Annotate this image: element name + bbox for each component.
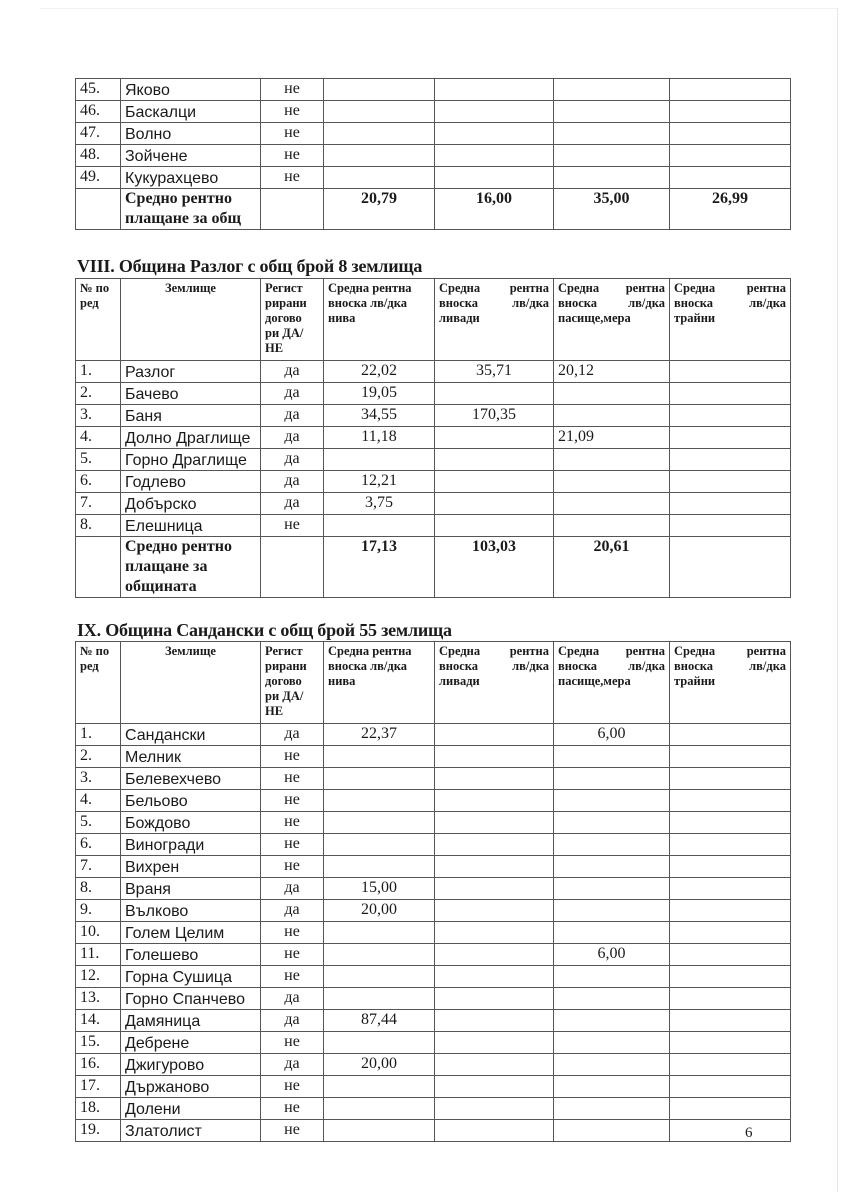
livadi-value [435, 966, 554, 988]
niva-value [324, 812, 435, 834]
niva-value [324, 1120, 435, 1142]
zemlishte-name: Белевехчево [121, 768, 261, 790]
livadi-value [435, 449, 554, 471]
niva-value [324, 1076, 435, 1098]
row-number: 3. [76, 768, 121, 790]
total-pasishte: 20,61 [554, 537, 670, 598]
pasishte-value [554, 123, 670, 145]
registered-flag: не [261, 1032, 324, 1054]
table-row [76, 79, 791, 101]
zemlishte-name: Виногради [121, 834, 261, 856]
zemlishte-name: Горна Сушица [121, 966, 261, 988]
header-reg: Регист рирани догово ри ДА/ НЕ [261, 642, 324, 724]
livadi-value [435, 812, 554, 834]
registered-flag: да [261, 724, 324, 746]
niva-value [324, 746, 435, 768]
table-header-row [76, 642, 791, 724]
niva-value [324, 988, 435, 1010]
traini-value [670, 724, 791, 746]
table-row [76, 790, 791, 812]
livadi-value [435, 383, 554, 405]
zemlishte-name: Враня [121, 878, 261, 900]
header-no: № по ред [76, 279, 121, 361]
row-number: 18. [76, 1098, 121, 1120]
zemlishte-name: Голем Целим [121, 922, 261, 944]
livadi-value [435, 900, 554, 922]
row-number: 3. [76, 405, 121, 427]
table-row [76, 1120, 791, 1142]
registered-flag: не [261, 145, 324, 167]
total-label: Средно рентно плащане за общ [121, 189, 261, 230]
total-niva: 17,13 [324, 537, 435, 598]
niva-value [324, 449, 435, 471]
pasishte-value [554, 856, 670, 878]
traini-value [670, 812, 791, 834]
traini-value [670, 1098, 791, 1120]
livadi-value [435, 167, 554, 189]
registered-flag: да [261, 878, 324, 900]
livadi-value [435, 1054, 554, 1076]
table-row [76, 988, 791, 1010]
row-number: 6. [76, 834, 121, 856]
table-row [76, 878, 791, 900]
niva-value [324, 834, 435, 856]
pasishte-value [554, 988, 670, 1010]
table-row [76, 145, 791, 167]
pasishte-value [554, 768, 670, 790]
zemlishte-name: Златолист [121, 1120, 261, 1142]
pasishte-value [554, 878, 670, 900]
livadi-value [435, 427, 554, 449]
zemlishte-name: Годлево [121, 471, 261, 493]
traini-value [670, 834, 791, 856]
traini-value [670, 878, 791, 900]
pasishte-value: 21,09 [554, 427, 670, 449]
zemlishte-name: Бождово [121, 812, 261, 834]
table-row [76, 922, 791, 944]
registered-flag: не [261, 1076, 324, 1098]
traini-value [670, 1076, 791, 1098]
table-row [76, 724, 791, 746]
traini-value [670, 1032, 791, 1054]
row-number: 14. [76, 1010, 121, 1032]
row-number: 48. [76, 145, 121, 167]
niva-value [324, 145, 435, 167]
row-number: 49. [76, 167, 121, 189]
zemlishte-name: Добърско [121, 493, 261, 515]
registered-flag: не [261, 944, 324, 966]
row-number: 47. [76, 123, 121, 145]
pasishte-value [554, 900, 670, 922]
total-traini [670, 537, 791, 598]
zemlishte-name: Дамяница [121, 1010, 261, 1032]
registered-flag: не [261, 834, 324, 856]
niva-value [324, 1098, 435, 1120]
traini-value [670, 746, 791, 768]
livadi-value [435, 988, 554, 1010]
zemlishte-name: Елешница [121, 515, 261, 537]
table-row [76, 383, 791, 405]
registered-flag: не [261, 790, 324, 812]
table-row [76, 1054, 791, 1076]
zemlishte-name: Яково [121, 79, 261, 101]
traini-value [670, 768, 791, 790]
header-no: № по ред [76, 642, 121, 724]
continued-table [75, 78, 791, 230]
table-row [76, 427, 791, 449]
pasishte-value [554, 101, 670, 123]
zemlishte-name: Бельово [121, 790, 261, 812]
niva-value [324, 101, 435, 123]
zemlishte-name: Зойчене [121, 145, 261, 167]
row-number: 45. [76, 79, 121, 101]
traini-value [670, 515, 791, 537]
traini-value [670, 944, 791, 966]
table-row [76, 471, 791, 493]
livadi-value [435, 123, 554, 145]
traini-value [670, 383, 791, 405]
row-number: 46. [76, 101, 121, 123]
zemlishte-name: Горно Драглище [121, 449, 261, 471]
livadi-value [435, 768, 554, 790]
pasishte-value [554, 167, 670, 189]
pasishte-value [554, 493, 670, 515]
niva-value: 22,02 [324, 361, 435, 383]
livadi-value [435, 79, 554, 101]
niva-value: 34,55 [324, 405, 435, 427]
zemlishte-name: Волно [121, 123, 261, 145]
livadi-value [435, 746, 554, 768]
registered-flag: да [261, 1010, 324, 1032]
traini-value [670, 361, 791, 383]
niva-value: 20,00 [324, 900, 435, 922]
table-sandanski [75, 641, 791, 1142]
pasishte-value: 6,00 [554, 944, 670, 966]
table-row [76, 167, 791, 189]
zemlishte-name: Горно Спанчево [121, 988, 261, 1010]
registered-flag: не [261, 966, 324, 988]
niva-value [324, 790, 435, 812]
row-number: 16. [76, 1054, 121, 1076]
pasishte-value [554, 790, 670, 812]
zemlishte-name: Баскалци [121, 101, 261, 123]
niva-value: 12,21 [324, 471, 435, 493]
header-traini: Средна рентна вноска лв/дка трайни [670, 279, 791, 361]
row-number: 1. [76, 724, 121, 746]
registered-flag: да [261, 449, 324, 471]
total-label: Средно рентно плащане за общината [121, 537, 261, 598]
table-row [76, 1076, 791, 1098]
page-top-edge [40, 8, 838, 9]
niva-value [324, 515, 435, 537]
page-number: 6 [745, 1125, 753, 1141]
niva-value [324, 922, 435, 944]
zemlishte-name: Долени [121, 1098, 261, 1120]
row-number: 12. [76, 966, 121, 988]
total-livadi: 16,00 [435, 189, 554, 230]
table-row [76, 746, 791, 768]
total-row [76, 537, 791, 598]
livadi-value [435, 1032, 554, 1054]
traini-value [670, 405, 791, 427]
registered-flag: да [261, 405, 324, 427]
table-row [76, 493, 791, 515]
livadi-value [435, 1120, 554, 1142]
registered-flag: не [261, 123, 324, 145]
row-number: 1. [76, 361, 121, 383]
niva-value: 11,18 [324, 427, 435, 449]
header-reg: Регист рирани догово ри ДА/ НЕ [261, 279, 324, 361]
table-row [76, 768, 791, 790]
pasishte-value [554, 405, 670, 427]
registered-flag: да [261, 471, 324, 493]
traini-value [670, 790, 791, 812]
pasishte-value [554, 1032, 670, 1054]
livadi-value [435, 834, 554, 856]
zemlishte-name: Бачево [121, 383, 261, 405]
niva-value: 20,00 [324, 1054, 435, 1076]
registered-flag: да [261, 1054, 324, 1076]
row-number: 2. [76, 746, 121, 768]
table-row [76, 405, 791, 427]
registered-flag: не [261, 1098, 324, 1120]
table-row [76, 856, 791, 878]
zemlishte-name: Държаново [121, 1076, 261, 1098]
livadi-value [435, 1076, 554, 1098]
table-row [76, 361, 791, 383]
niva-value [324, 167, 435, 189]
registered-flag: не [261, 746, 324, 768]
livadi-value [435, 1098, 554, 1120]
livadi-value: 35,71 [435, 361, 554, 383]
traini-value [670, 1054, 791, 1076]
niva-value: 3,75 [324, 493, 435, 515]
table-row [76, 900, 791, 922]
total-row [76, 189, 791, 230]
row-number: 8. [76, 878, 121, 900]
traini-value [670, 79, 791, 101]
traini-value [670, 123, 791, 145]
pasishte-value [554, 966, 670, 988]
table-row [76, 966, 791, 988]
traini-value [670, 427, 791, 449]
registered-flag: не [261, 812, 324, 834]
row-number: 4. [76, 790, 121, 812]
table-row [76, 1098, 791, 1120]
traini-value [670, 101, 791, 123]
total-niva: 20,79 [324, 189, 435, 230]
table-row [76, 834, 791, 856]
pasishte-value [554, 1098, 670, 1120]
registered-flag: да [261, 988, 324, 1010]
niva-value: 22,37 [324, 724, 435, 746]
zemlishte-name: Мелник [121, 746, 261, 768]
registered-flag: не [261, 515, 324, 537]
livadi-value [435, 878, 554, 900]
registered-flag: да [261, 493, 324, 515]
total-livadi: 103,03 [435, 537, 554, 598]
pasishte-value [554, 834, 670, 856]
traini-value [670, 471, 791, 493]
registered-flag: да [261, 900, 324, 922]
traini-value [670, 1010, 791, 1032]
page-right-edge [837, 8, 838, 1192]
table-row [76, 1010, 791, 1032]
registered-flag: не [261, 101, 324, 123]
table-header-row [76, 279, 791, 361]
traini-value [670, 493, 791, 515]
table-row [76, 944, 791, 966]
niva-value [324, 966, 435, 988]
pasishte-value [554, 1076, 670, 1098]
traini-value [670, 988, 791, 1010]
row-number: 9. [76, 900, 121, 922]
niva-value [324, 768, 435, 790]
pasishte-value [554, 79, 670, 101]
traini-value [670, 167, 791, 189]
livadi-value [435, 922, 554, 944]
row-number: 15. [76, 1032, 121, 1054]
zemlishte-name: Вълково [121, 900, 261, 922]
row-number: 7. [76, 856, 121, 878]
livadi-value [435, 1010, 554, 1032]
traini-value [670, 900, 791, 922]
row-number: 17. [76, 1076, 121, 1098]
niva-value [324, 1032, 435, 1054]
pasishte-value [554, 812, 670, 834]
pasishte-value [554, 746, 670, 768]
header-livadi: Средна рентна вноска лв/дка ливади [435, 279, 554, 361]
pasishte-value [554, 449, 670, 471]
header-livadi: Средна рентна вноска лв/дка ливади [435, 642, 554, 724]
registered-flag: не [261, 79, 324, 101]
livadi-value [435, 856, 554, 878]
pasishte-value [554, 922, 670, 944]
livadi-value [435, 724, 554, 746]
zemlishte-name: Баня [121, 405, 261, 427]
row-number: 11. [76, 944, 121, 966]
header-pasishte: Средна рентна вноска лв/дка пасище,мера [554, 279, 670, 361]
table-row [76, 1032, 791, 1054]
registered-flag: не [261, 167, 324, 189]
livadi-value [435, 471, 554, 493]
section-title-ix: IX. Община Сандански с общ брой 55 землища [77, 620, 452, 640]
header-pasishte: Средна рентна вноска лв/дка пасище,мера [554, 642, 670, 724]
livadi-value [435, 944, 554, 966]
pasishte-value [554, 1010, 670, 1032]
registered-flag: не [261, 856, 324, 878]
zemlishte-name: Сандански [121, 724, 261, 746]
pasishte-value [554, 1054, 670, 1076]
registered-flag: не [261, 922, 324, 944]
traini-value [670, 922, 791, 944]
row-number: 5. [76, 449, 121, 471]
row-number: 4. [76, 427, 121, 449]
niva-value [324, 123, 435, 145]
niva-value [324, 79, 435, 101]
niva-value [324, 856, 435, 878]
registered-flag: не [261, 1120, 324, 1142]
header-niva: Средна рентна вноска лв/дка нива [324, 642, 435, 724]
zemlishte-name: Разлог [121, 361, 261, 383]
header-traini: Средна рентна вноска лв/дка трайни [670, 642, 791, 724]
pasishte-value [554, 145, 670, 167]
header-niva: Средна рентна вноска лв/дка нива [324, 279, 435, 361]
table-row [76, 812, 791, 834]
registered-flag: да [261, 383, 324, 405]
row-number: 6. [76, 471, 121, 493]
niva-value [324, 944, 435, 966]
zemlishte-name: Вихрен [121, 856, 261, 878]
row-number: 19. [76, 1120, 121, 1142]
zemlishte-name: Кукурахцево [121, 167, 261, 189]
pasishte-value: 6,00 [554, 724, 670, 746]
livadi-value [435, 790, 554, 812]
traini-value [670, 449, 791, 471]
niva-value: 19,05 [324, 383, 435, 405]
pasishte-value: 20,12 [554, 361, 670, 383]
zemlishte-name: Дебрене [121, 1032, 261, 1054]
header-zemlishte: Землище [121, 642, 261, 724]
traini-value [670, 145, 791, 167]
livadi-value [435, 101, 554, 123]
niva-value: 15,00 [324, 878, 435, 900]
traini-value [670, 856, 791, 878]
traini-value [670, 1120, 791, 1142]
table-row [76, 101, 791, 123]
pasishte-value [554, 471, 670, 493]
pasishte-value [554, 383, 670, 405]
row-number: 2. [76, 383, 121, 405]
traini-value [670, 966, 791, 988]
table-row [76, 123, 791, 145]
row-number: 13. [76, 988, 121, 1010]
row-number: 5. [76, 812, 121, 834]
zemlishte-name: Голешево [121, 944, 261, 966]
pasishte-value [554, 1120, 670, 1142]
header-zemlishte: Землище [121, 279, 261, 361]
total-traini: 26,99 [670, 189, 791, 230]
pasishte-value [554, 515, 670, 537]
zemlishte-name: Джигурово [121, 1054, 261, 1076]
niva-value: 87,44 [324, 1010, 435, 1032]
registered-flag: да [261, 361, 324, 383]
livadi-value [435, 493, 554, 515]
livadi-value [435, 515, 554, 537]
table-row [76, 515, 791, 537]
row-number: 10. [76, 922, 121, 944]
registered-flag: не [261, 768, 324, 790]
table-row [76, 449, 791, 471]
row-number: 7. [76, 493, 121, 515]
table-razlog [75, 278, 791, 598]
zemlishte-name: Долно Драглище [121, 427, 261, 449]
livadi-value: 170,35 [435, 405, 554, 427]
row-number: 8. [76, 515, 121, 537]
livadi-value [435, 145, 554, 167]
registered-flag: да [261, 427, 324, 449]
section-title-viii: VIII. Община Разлог с общ брой 8 землища [77, 256, 423, 276]
total-pasishte: 35,00 [554, 189, 670, 230]
